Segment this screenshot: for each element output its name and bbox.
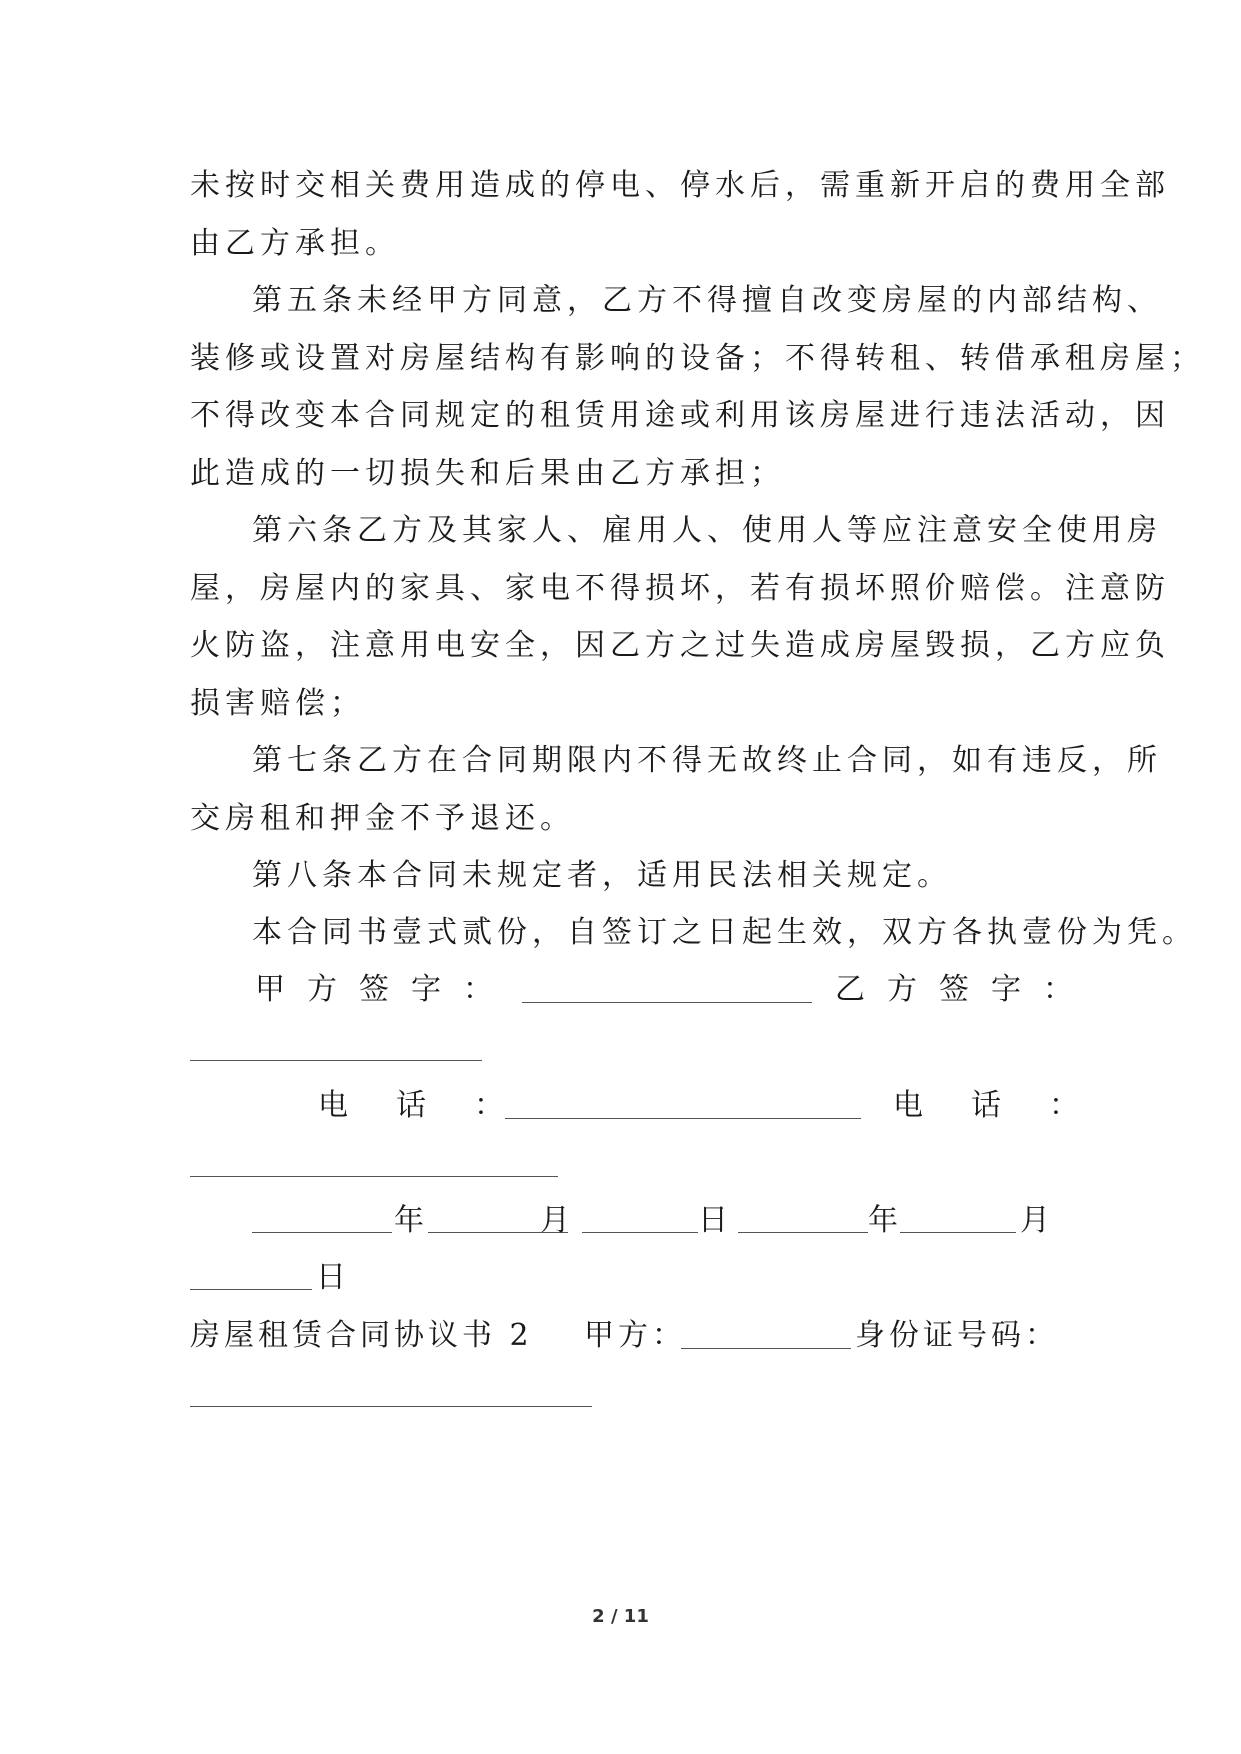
party-a-label: 甲方： <box>584 1318 686 1353</box>
article-5-line: 装修或设置对房屋结构有影响的设备；不得转租、转借承租房屋； <box>190 341 1205 376</box>
article-6-line: 屋，房屋内的家具、家电不得损坏，若有损坏照价赔偿。注意防 <box>190 571 1170 606</box>
article-5-line: 第五条未经甲方同意，乙方不得擅自改变房屋的内部结构、 <box>252 283 1162 318</box>
article-6-line: 损害赔偿； <box>190 686 365 721</box>
id-number-label: 身份证号码： <box>855 1318 1059 1353</box>
party-b-sign-blank <box>190 1060 482 1061</box>
id-number-blank <box>190 1406 592 1407</box>
party-b-sign-label: 乙方签字： <box>835 972 1095 1007</box>
page-number: 2 / 11 <box>592 1606 649 1627</box>
paragraph-line: 由乙方承担。 <box>190 226 400 261</box>
article-6-line: 火防盗，注意用电安全，因乙方之过失造成房屋毁损，乙方应负 <box>190 628 1170 663</box>
article-8-line: 第八条本合同未规定者，适用民法相关规定。 <box>252 858 952 893</box>
date-year-label: 年 <box>868 1203 898 1238</box>
date-day-label: 日 <box>698 1203 728 1238</box>
date-blank <box>252 1232 392 1233</box>
agreement-2-title: 房屋租赁合同协议书 2 <box>190 1318 533 1353</box>
copies-clause-line: 本合同书壹式贰份，自签订之日起生效，双方各执壹份为凭。 <box>252 915 1197 950</box>
article-7-line: 交房租和押金不予退还。 <box>190 801 575 836</box>
phone-b-blank <box>190 1176 558 1177</box>
article-6-line: 第六条乙方及其家人、雇用人、使用人等应注意安全使用房 <box>252 513 1162 548</box>
phone-b-label: 电话： <box>893 1088 1127 1123</box>
article-5-line: 不得改变本合同规定的租赁用途或利用该房屋进行违法活动，因 <box>190 398 1170 433</box>
date-month-label: 月 <box>540 1203 570 1238</box>
party-a-blank <box>681 1348 851 1349</box>
date-day-label: 日 <box>316 1260 346 1295</box>
paragraph-line: 未按时交相关费用造成的停电、停水后，需重新开启的费用全部 <box>190 168 1170 203</box>
date-month-label: 月 <box>1020 1203 1050 1238</box>
article-5-line: 此造成的一切损失和后果由乙方承担； <box>190 456 785 491</box>
date-year-label: 年 <box>394 1203 424 1238</box>
article-7-line: 第七条乙方在合同期限内不得无故终止合同，如有违反，所 <box>252 743 1162 778</box>
party-a-sign-label: 甲方签字： <box>255 972 515 1007</box>
phone-a-blank <box>505 1118 861 1119</box>
phone-a-label: 电话： <box>318 1088 552 1123</box>
date-blank <box>900 1232 1016 1233</box>
date-blank <box>582 1232 698 1233</box>
party-a-sign-blank <box>522 1002 812 1003</box>
date-blank <box>738 1232 868 1233</box>
date-blank <box>190 1289 312 1290</box>
